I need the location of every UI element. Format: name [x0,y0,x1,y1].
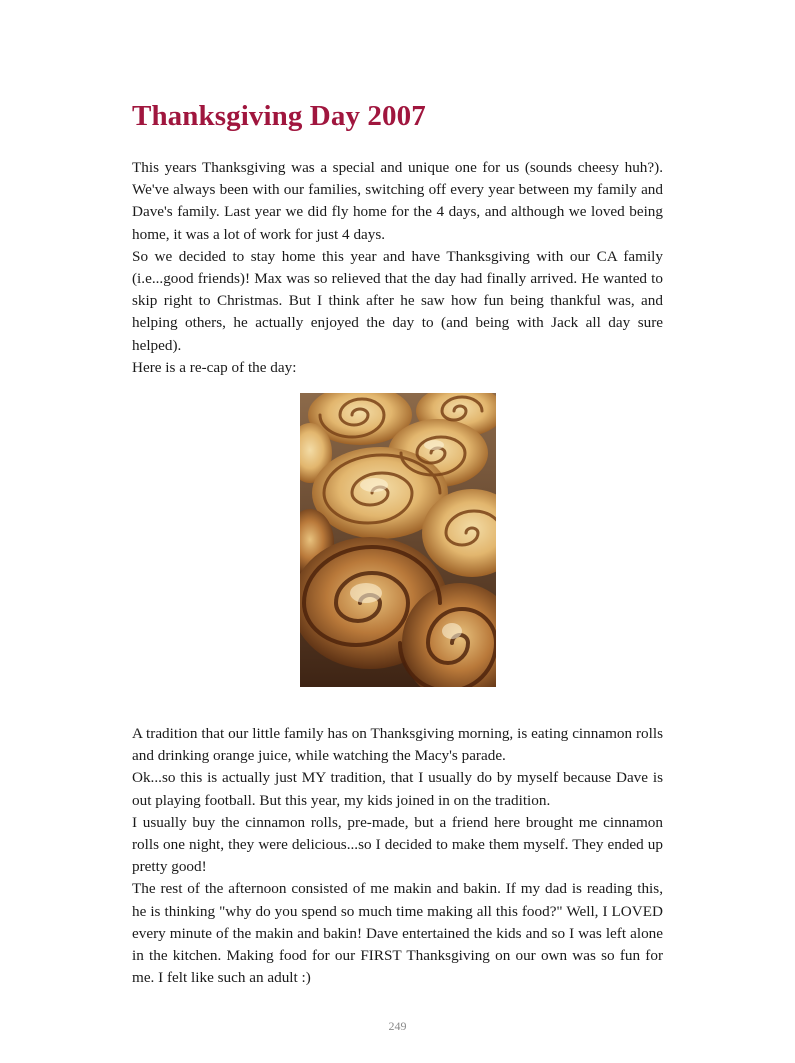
cinnamon-rolls-photo [300,393,496,687]
paragraph: I usually buy the cinnamon rolls, pre-made, but a friend here brought me cinnamon rolls one night, they were delicious...so I decided to make them myself. They ended up pretty good! [132,813,663,876]
intro-text [132,157,663,379]
paragraph: The rest of the afternoon consisted of me makin and bakin. If my dad is reading this, he is thinking "why do you spend so much time making all this food?" Well, I LOVED every minute of the makin and bakin! Dave entertained the kids and so I was left alone in the kitchen. Making food for our FIRST Thanksgiving on our own was so fun for me. I felt like such an adult :) [132,880,663,987]
paragraph: So we decided to stay home this year and have Thanksgiving with our CA family (i.e...good friends)! Max was so relieved that the day had finally arrived. He wanted to skip right to Christmas. But I think after he saw how fun being thankful was, and helping others, he actually enjoyed the day to (and being with Jack all day sure helped). [132,247,663,354]
page-number: 249 [388,1019,407,1033]
page-title: Thanksgiving Day 2007 [132,100,426,132]
paragraph: A tradition that our little family has on Thanksgiving morning, is eating cinnamon rolls and drinking orange juice, while watching the Macy's parade. [132,725,663,765]
paragraph: Ok...so this is actually just MY tradition, that I usually do by myself because Dave is out playing football. But this year, my kids joined in on the tradition. [132,769,663,809]
paragraph: This years Thanksgiving was a special and unique one for us (sounds cheesy huh?). We've always been with our families, switching off every year between my family and Dave's family. Last year we did fly home for the 4 days, and although we loved being home, it was a lot of work for just 4 days. [132,159,663,243]
paragraph: Here is a re-cap of the day: [132,358,297,376]
story-text [132,723,663,989]
